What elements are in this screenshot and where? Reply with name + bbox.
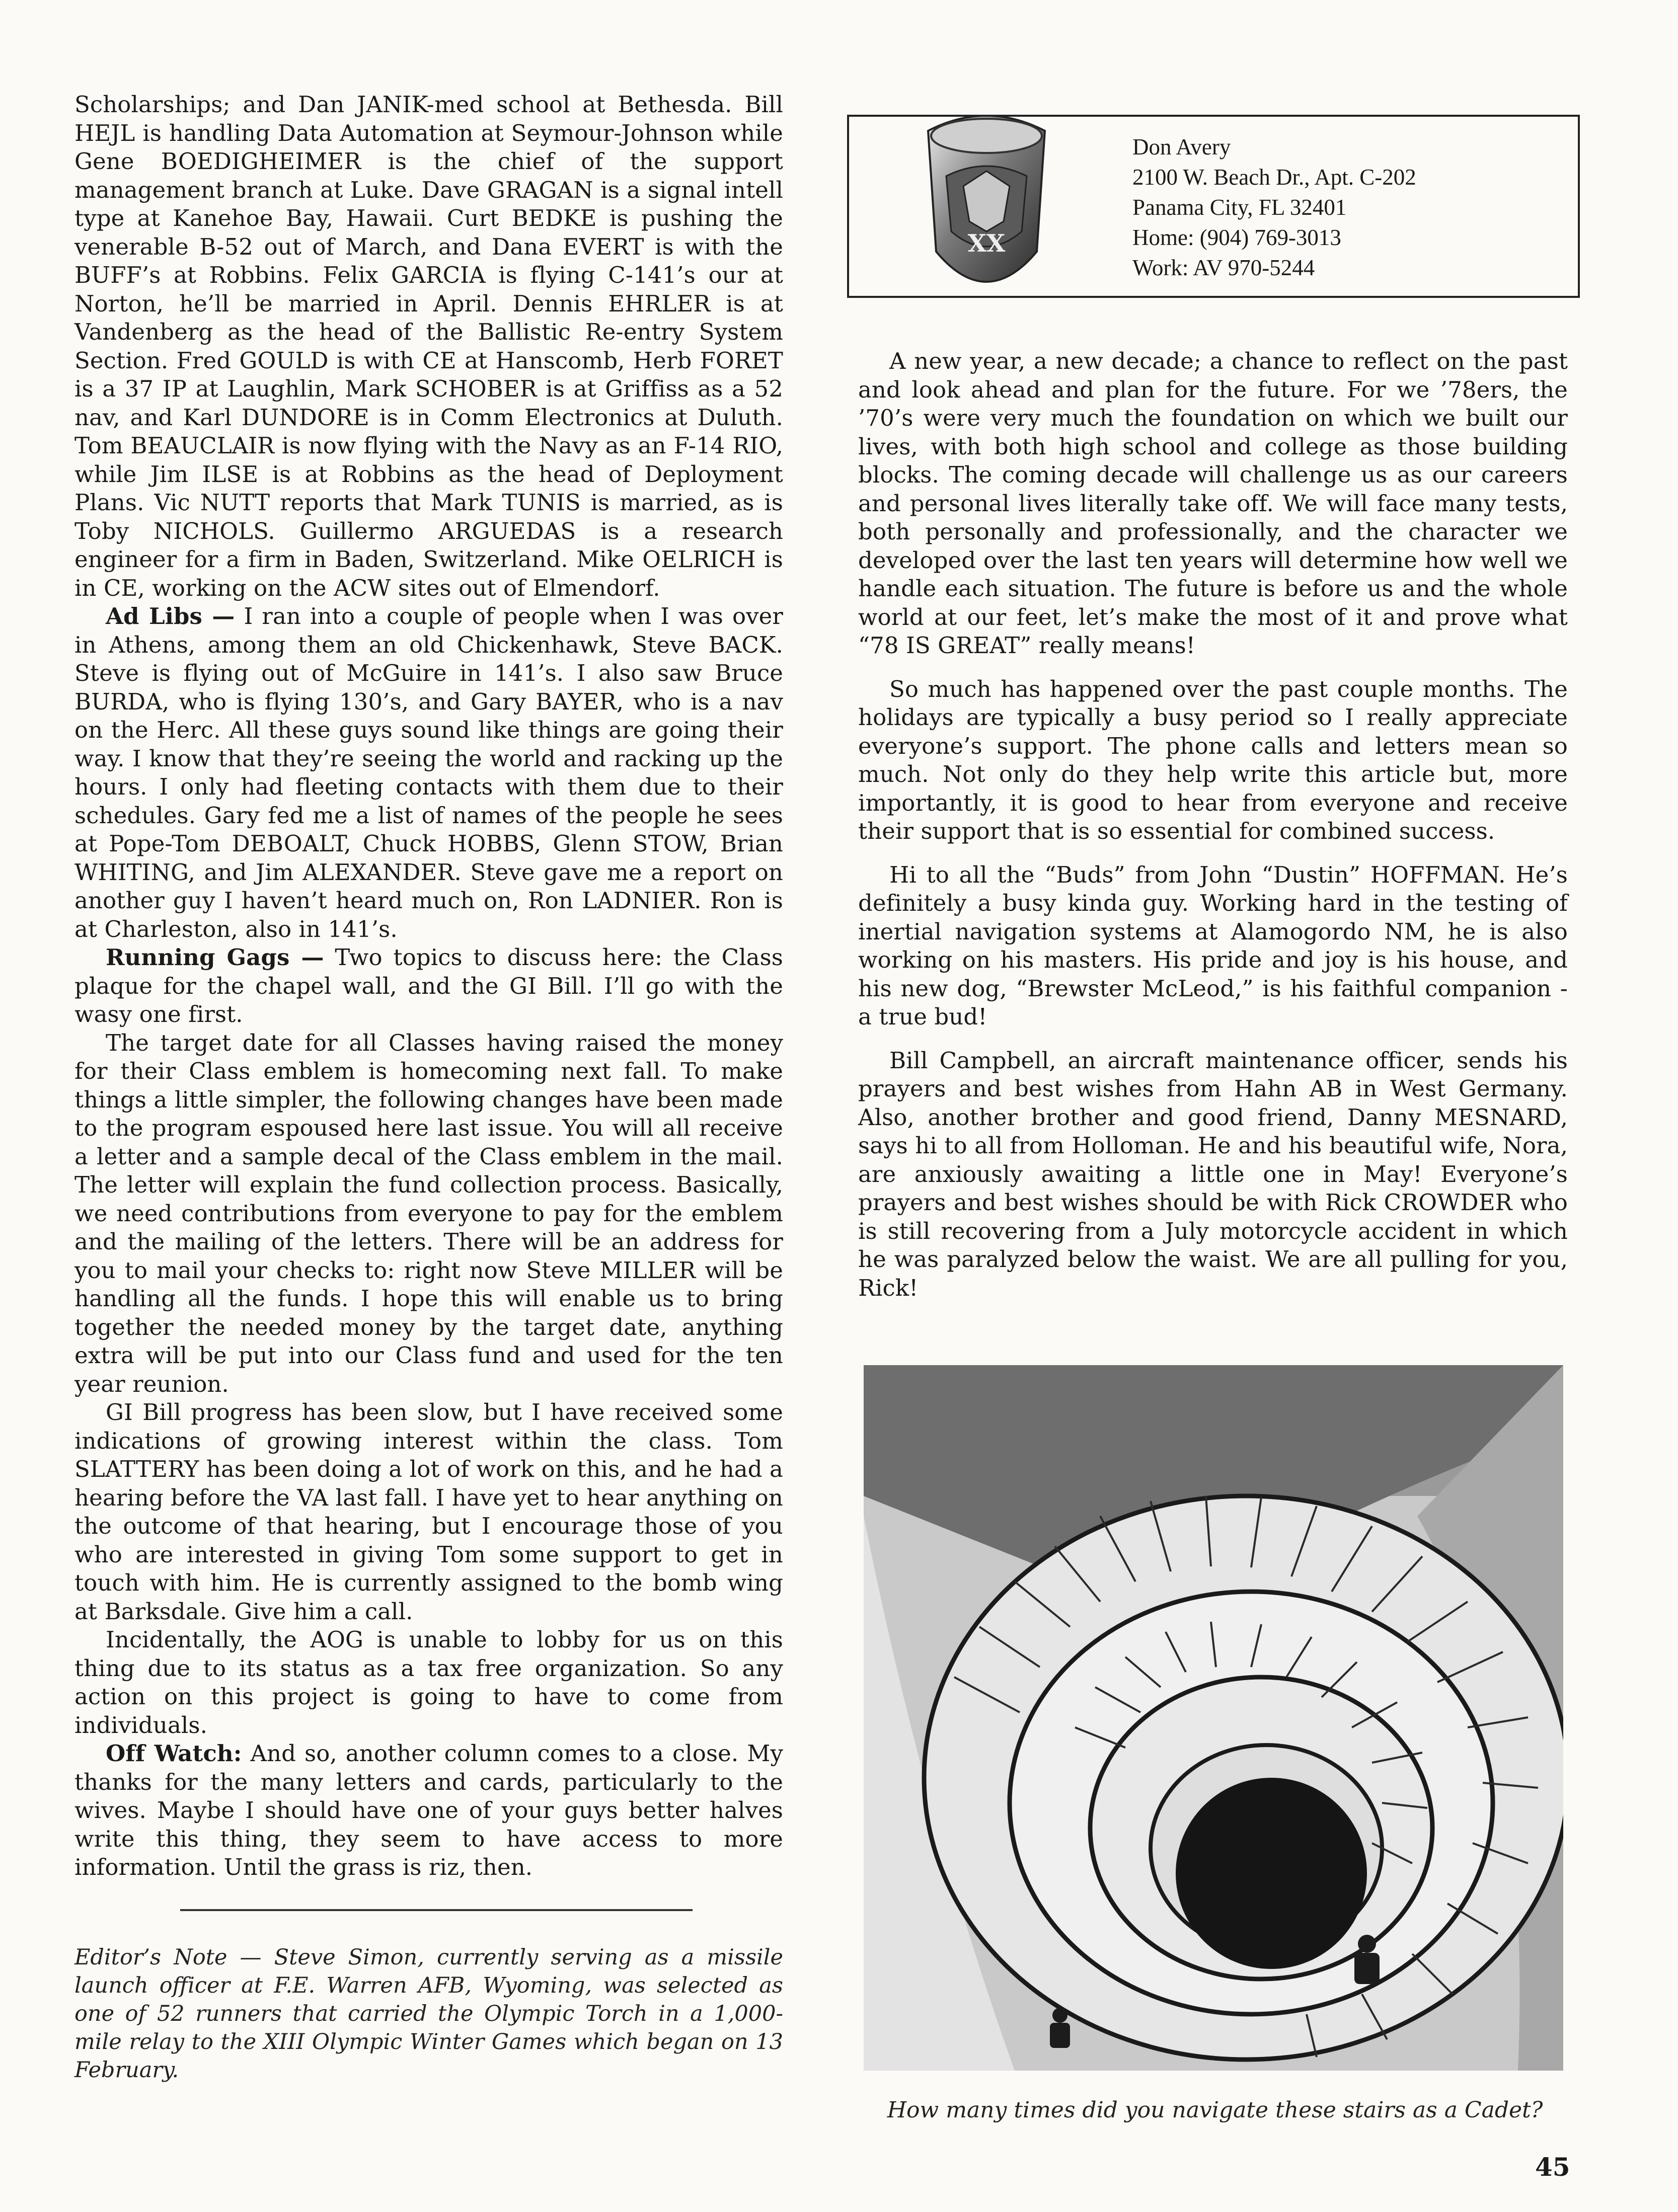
section-heading: Ad Libs —	[106, 603, 235, 629]
paragraph-text: Two topics to discuss here: the Class plaque for the chapel wall, and the GI Bill. I’ll go with the wasy one first.	[74, 944, 783, 1028]
editor-note: Editor’s Note — Steve Simon, currently serving as a missile launch officer at F.E. Warren AFB, Wyoming, was selected as one of 52 runners that carried the Olympic Torch in a 1,000-mile relay to the XIII Olympic Winter Games which began on 13 February.	[74, 1945, 783, 2083]
paragraph	[74, 1740, 783, 1882]
paragraph: So much has happened over the past couple months. The holidays are typically a busy period so I really appreciate everyone’s support. The phone calls and letters mean so much. Not only do they help write this article but, more importantly, it is good to hear from everyone and receive their support that is so essential for combined success.	[858, 675, 1568, 844]
page-number: 45	[1535, 2152, 1570, 2182]
right-column	[858, 347, 1568, 1302]
contact-home-phone: Home: (904) 769-3013	[1132, 225, 1341, 250]
contact-block	[1132, 132, 1416, 283]
photo-caption: How many times did you navigate these stairs as a Cadet?	[887, 2097, 1543, 2123]
contact-address-line-2: Panama City, FL 32401	[1132, 195, 1347, 220]
paragraph: Scholarships; and Dan JANIK-med school at Bethesda. Bill HEJL is handling Data Automation at Seymour-Johnson while Gene BOEDIGHEIMER is the chief of the support management branch at Luke. Dave GRAGAN is a signal intell type at Kanehoe Bay, Hawaii. Curt BEDKE is pushing the venerable B-52 out of March, and Dana EVERT is with the BUFF’s at Robbins. Felix GARCIA is flying C-141’s our at Norton, he’ll be married in April. Dennis EHRLER is at Vandenberg as the head of the Ballistic Re-entry System Section. Fred GOULD is with CE at Hanscomb, Herb FORET is a 37 IP at Laughlin, Mark SCHOBER is at Griffiss as a 52 nav, and Karl DUNDORE is in Comm Electronics at Duluth. Tom BEAUCLAIR is now flying with the Navy as an F-14 RIO, while Jim ILSE is at Robbins as the head of Deployment Plans. Vic NUTT reports that Mark TUNIS is married, as is Toby NICHOLS. Guillermo ARGUEDAS is a research engineer for a firm in Baden, Switzerland. Mike OELRICH is in CE, working on the ACW sites out of Elmendorf.	[74, 91, 783, 601]
divider	[180, 1909, 693, 1911]
paragraph: Hi to all the “Buds” from John “Dustin” HOFFMAN. He’s definitely a busy kinda guy. Working hard in the testing of inertial navigation systems at Alamogordo NM, he is also working on his masters. His pride and joy is his house, and his new dog, “Brewster McLeod,” is his faithful companion - a true bud!	[858, 861, 1568, 1030]
paragraph: The target date for all Classes having raised the money for their Class emblem is homecoming next fall. To make things a little simpler, the following changes have been made to the program espoused here last issue. You will all receive a letter and a sample decal of the Class emblem in the mail. The letter will explain the fund collection process. Basically, we need contributions from everyone to pay for the emblem and the mailing of the letters. There will be an address for you to mail your checks to: right now Steve MILLER will be handling all the funds. I hope this will enable us to bring together the needed money by the target date, anything extra will be put into our Class fund and used for the ten year reunion.	[74, 1029, 783, 1397]
section-heading: Off Watch:	[106, 1740, 242, 1767]
contact-work-phone: Work: AV 970-5244	[1132, 255, 1315, 280]
contact-name: Don Avery	[1132, 134, 1231, 160]
paragraph	[74, 943, 783, 1029]
left-column	[74, 91, 783, 1882]
paragraph: Bill Campbell, an aircraft maintenance officer, sends his prayers and best wishes from Hahn AB in West Germany. Also, another brother and good friend, Danny MESNARD, says hi to all from Holloman. He and his beautiful wife, Nora, are anxiously awaiting a little one in May! Everyone’s prayers and best wishes should be with Rick CROWDER who is still recovering from a July motorcycle accident in which he was paralyzed below the waist. We are all pulling for you, Rick!	[858, 1047, 1568, 1301]
paragraph	[74, 602, 783, 943]
paragraph: GI Bill progress has been slow, but I have received some indications of growing interest within the class. Tom SLATTERY has been doing a lot of work on this, and he had a hearing before the VA last fall. I have yet to hear anything on the outcome of that hearing, but I encourage those of you who are interested in giving Tom some support to get in touch with him. He is currently assigned to the bomb wing at Barksdale. Give him a call.	[74, 1399, 783, 1625]
contact-address-line-1: 2100 W. Beach Dr., Apt. C-202	[1132, 165, 1416, 190]
paragraph: A new year, a new decade; a chance to reflect on the past and look ahead and plan for the future. For we ’78ers, the ’70’s were very much the foundation on which we built our lives, with both high school and college as those building blocks. The coming decade will challenge us as our careers and personal lives literally take off. We will face many tests, both personally and professionally, and the character we developed over the last ten years will determine how well we handle each situation. The future is before us and the whole world at our feet, let’s make the most of it and prove what “78 IS GREAT” really means!	[858, 348, 1568, 659]
ring-text: XX	[967, 229, 1006, 258]
paragraph-text: I ran into a couple of people when I was over in Athens, among them an old Chickenhawk, Steve BACK. Steve is flying out of McGuire in 141’s. I also saw Bruce BURDA, who is flying 130’s, and Gary BAYER, who is a nav on the Herc. All these guys sound like things are going their way. I know that they’re seeing the world and racking up the hours. I only had fleeting contacts with them due to their schedules. Gary fed me a list of names of the people he sees at Pope-Tom DEBOALT, Chuck HOBBS, Glenn STOW, Brian WHITING, and Jim ALEXANDER. Steve gave me a report on another guy I haven’t heard much on, Ron LADNIER. Ron is at Charleston, also in 141’s.	[74, 603, 783, 942]
paragraph-text: And so, another column comes to a close. My thanks for the many letters and cards, particularly to the wives. Maybe I should have one of your guys better halves write this thing, they seem to have access to more information. Until the grass is riz, then.	[74, 1740, 783, 1880]
paragraph: Incidentally, the AOG is unable to lobby for us on this thing due to its status as a tax free organization. So any action on this project is going to have to come from individuals.	[74, 1626, 783, 1739]
section-heading: Running Gags —	[106, 944, 324, 971]
spiral-staircase-photo	[864, 1365, 1563, 2071]
class-ring-image	[908, 101, 1065, 312]
